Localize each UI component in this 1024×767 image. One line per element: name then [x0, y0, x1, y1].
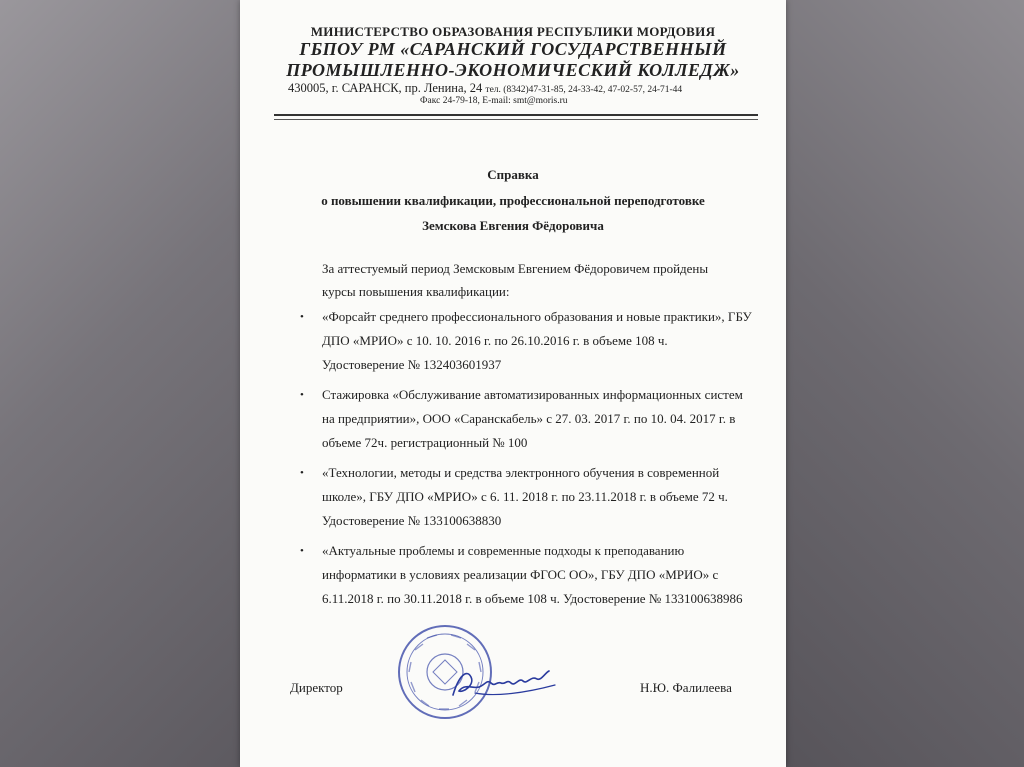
phones-text: тел. (8342)47-31-85, 24-33-42, 47-02-57, 24-71-44: [485, 85, 683, 95]
right-background-panel: [786, 0, 1024, 767]
signature-icon: [445, 663, 565, 703]
courses-list: [296, 305, 752, 617]
fax-email: Факс 24-79-18, E-mail: smt@moris.ru: [420, 96, 568, 106]
bullet-icon: •: [300, 545, 304, 557]
course-text: «Актуальные проблемы и современные подходы к преподаванию информатики в условиях реализации ФГОС ОО», ГБУ ДПО «МРИО» с 6.11.2018 г. по 30.11.2018 г. в объеме 108 ч. Удостоверение № 133100638986: [322, 543, 743, 606]
course-text: «Форсайт среднего профессионального образования и новые практики», ГБУ ДПО «МРИО» с 10. 10. 2016 г. по 26.10.2016 г. в объеме 108 ч. Удостоверение № 132403601937: [322, 309, 752, 372]
list-item: [296, 305, 752, 377]
list-item: [296, 539, 752, 611]
document-subtitle: о повышении квалификации, профессиональной переподготовке: [321, 193, 705, 208]
address-text: 430005, г. САРАНСК, пр. Ленина, 24: [288, 81, 483, 95]
document-title: Справка: [487, 167, 539, 182]
intro-line2: курсы повышения квалификации:: [322, 284, 510, 299]
document-page: [240, 0, 786, 767]
list-item: [296, 461, 752, 533]
bullet-icon: •: [300, 467, 304, 479]
ministry-name: МИНИСТЕРСТВО ОБРАЗОВАНИЯ РЕСПУБЛИКИ МОРДОВИЯ: [310, 24, 716, 39]
header-rule-thick: [274, 114, 758, 116]
college-name-line2: ПРОМЫШЛЕННО-ЭКОНОМИЧЕСКИЙ КОЛЛЕДЖ»: [286, 60, 740, 80]
course-text: «Технологии, методы и средства электронного обучения в современной школе», ГБУ ДПО «МРИО» с 6. 11. 2018 г. по 23.11.2018 г. в объеме 72 ч. Удостоверение № 133100638830: [322, 465, 728, 528]
left-background-panel: [0, 0, 240, 767]
director-name: Н.Ю. Фалилеева: [640, 680, 732, 695]
bullet-icon: •: [300, 389, 304, 401]
director-label: Директор: [290, 680, 343, 695]
college-name-line1: ГБПОУ РМ «САРАНСКИЙ ГОСУДАРСТВЕННЫЙ: [299, 39, 727, 59]
list-item: [296, 383, 752, 455]
person-name: Земскова Евгения Фёдоровича: [422, 218, 604, 233]
course-text: Стажировка «Обслуживание автоматизированных информационных систем на предприятии», ООО «Саранскабель» с 27. 03. 2017 г. по 10. 04. 2017 г. в объеме 72ч. регистрационный № 100: [322, 387, 743, 450]
intro-line1: За аттестуемый период Земсковым Евгением Фёдоровичем пройдены: [322, 261, 709, 276]
header-rule-thin: [274, 119, 758, 120]
address-line: [288, 81, 682, 96]
bullet-icon: •: [300, 311, 304, 323]
